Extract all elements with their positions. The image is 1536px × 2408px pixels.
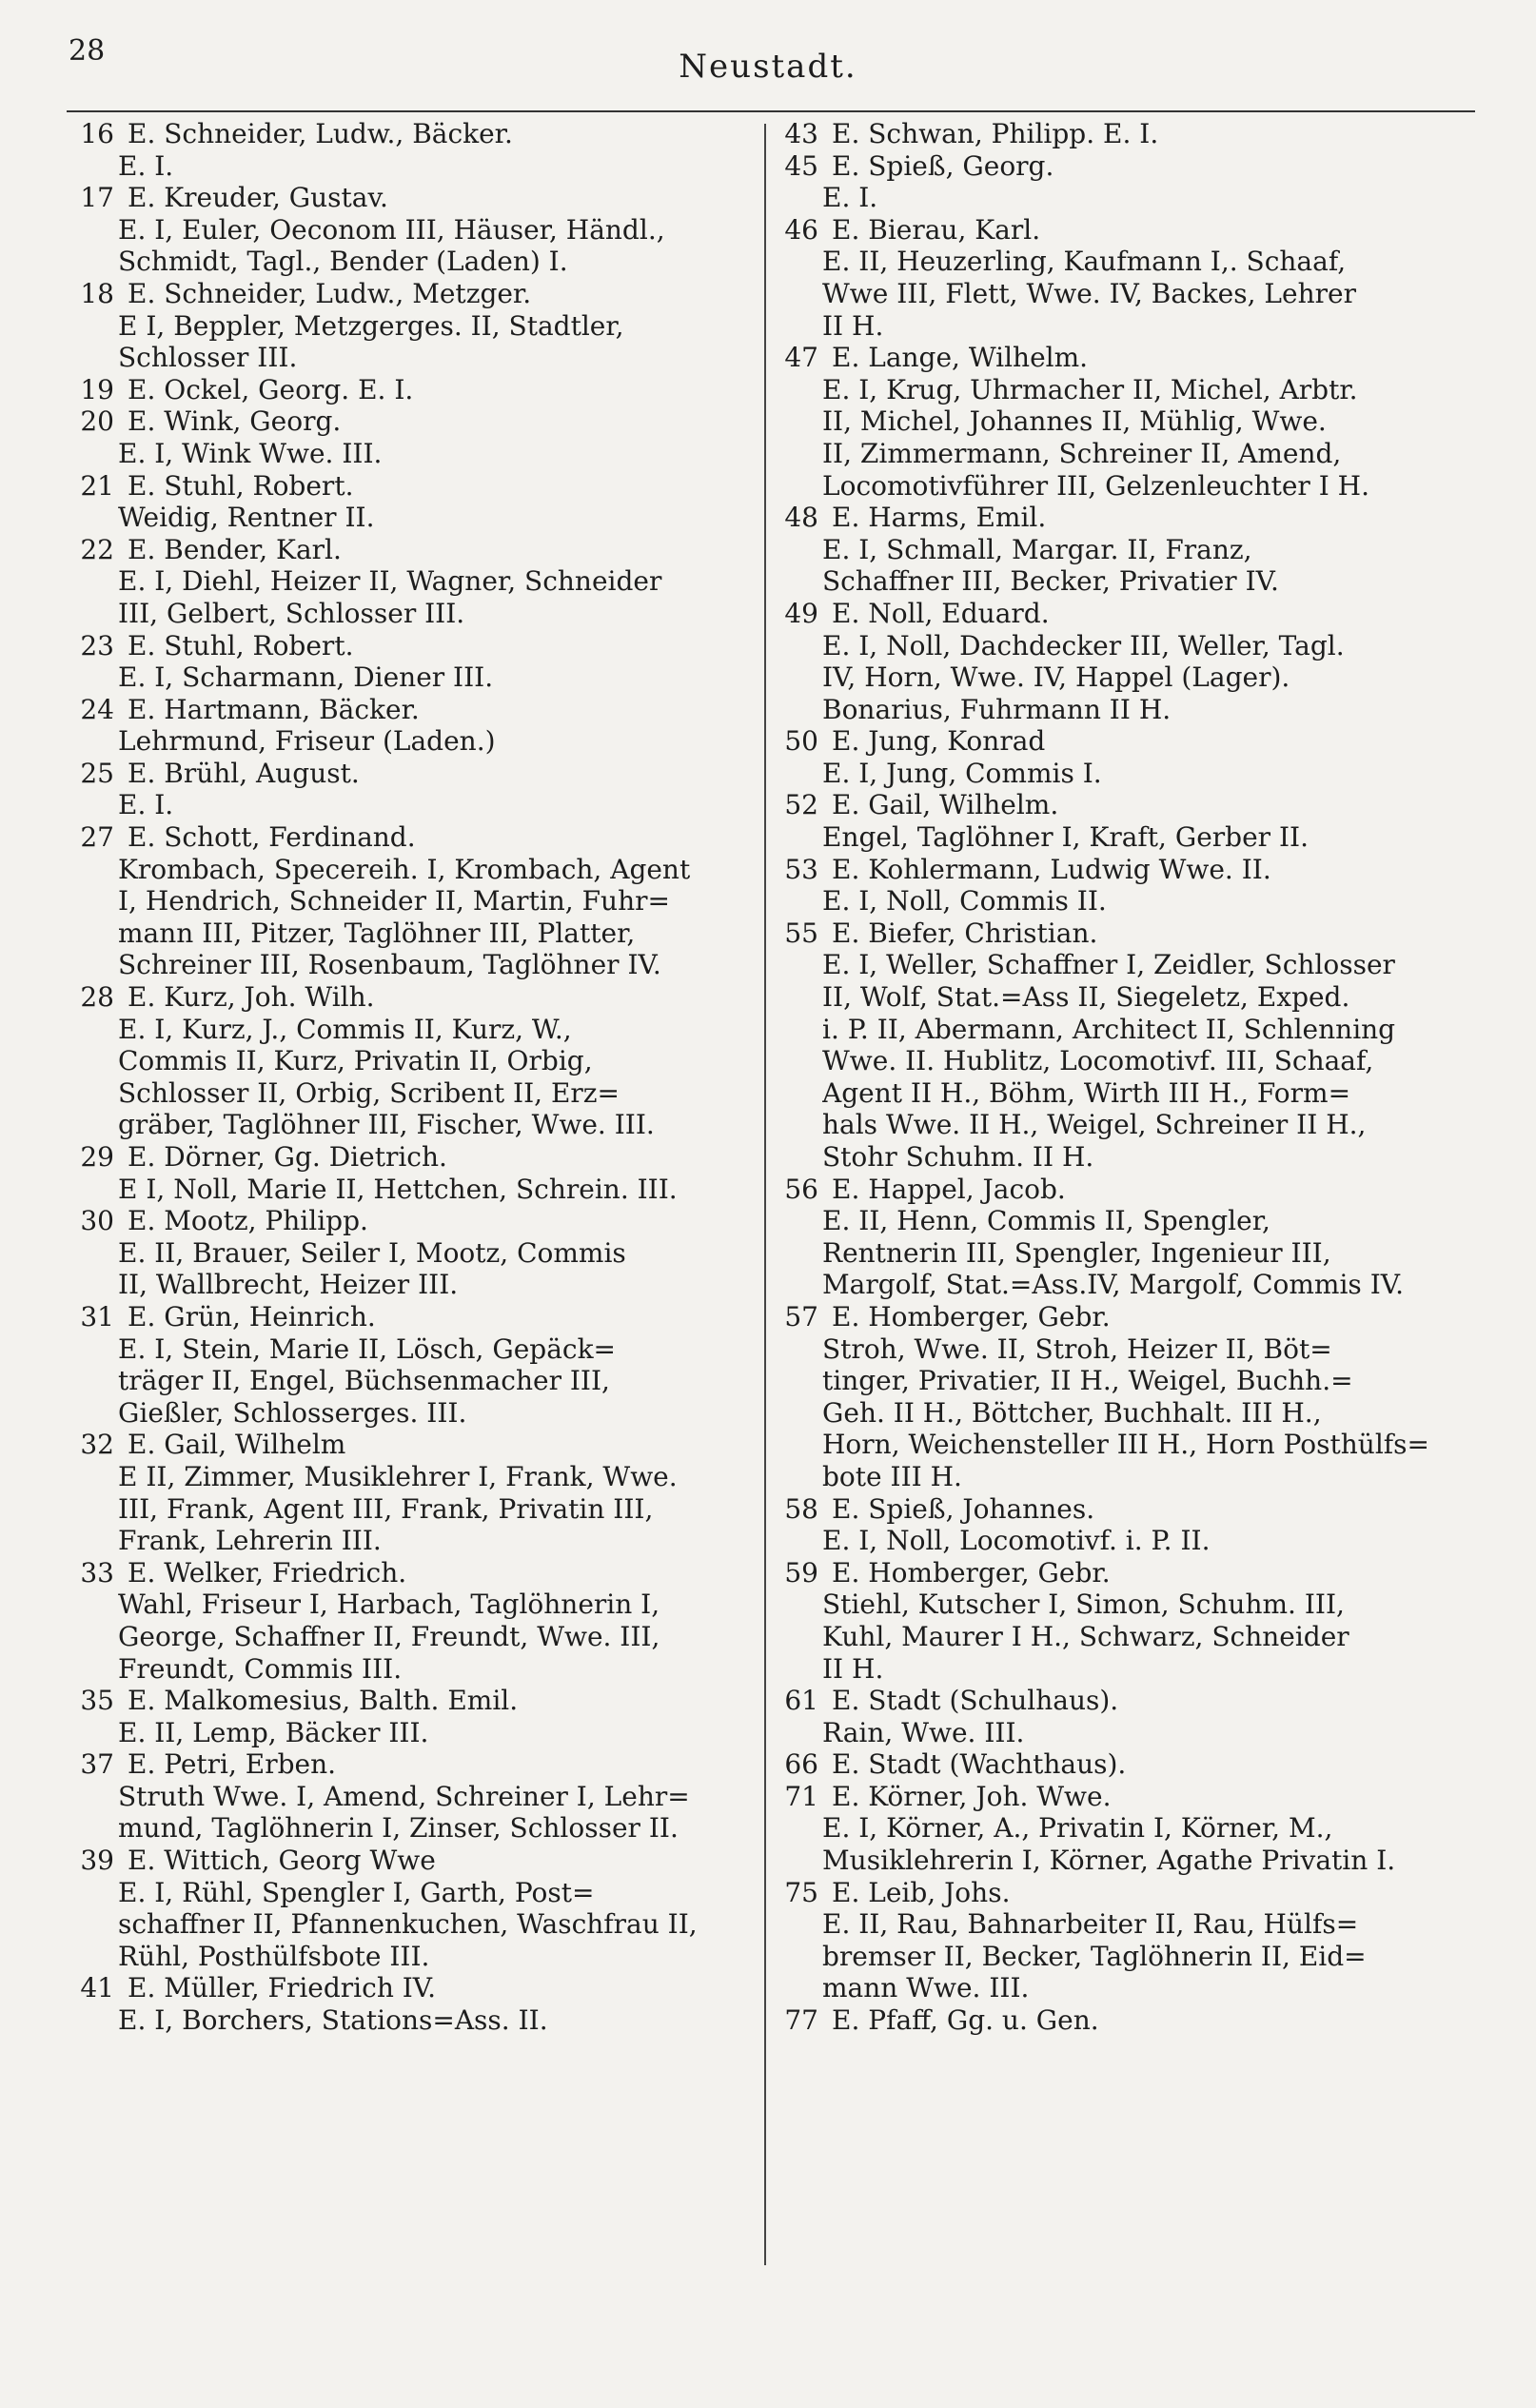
resident-line: E. II, Henn, Commis II, Spengler, <box>822 1205 1270 1237</box>
header-rule <box>67 110 1475 112</box>
resident-line: mann Wwe. III. <box>822 1972 1030 2004</box>
resident-line: Locomotivführer III, Gelzenleuchter I H. <box>822 469 1369 502</box>
house-owner: E. Müller, Friedrich IV. <box>128 1972 437 2004</box>
house-entry <box>761 502 1485 598</box>
house-entry <box>57 1141 744 1205</box>
entry-head <box>57 1141 744 1174</box>
resident-line: Stiehl, Kutscher I, Simon, Schuhm. III, <box>822 1589 1345 1621</box>
house-entry <box>57 821 744 981</box>
house-entry <box>57 1429 744 1556</box>
resident-line: mund, Taglöhnerin I, Zinser, Schlosser II. <box>118 1812 679 1845</box>
resident-line: II, Wallbrecht, Heizer III. <box>118 1269 459 1301</box>
resident-line: II H. <box>822 309 884 342</box>
left-column <box>57 118 744 2037</box>
resident-line: E. I, Körner, A., Privatin I, Körner, M., <box>822 1812 1333 1845</box>
entry-head <box>57 1748 744 1781</box>
resident-line: II H. <box>822 1652 884 1685</box>
resident-line: Rain, Wwe. III. <box>822 1716 1025 1748</box>
house-owner: E. Happel, Jacob. <box>832 1173 1066 1205</box>
resident-line: E. I, Noll, Locomotivf. i. P. II. <box>822 1525 1211 1557</box>
entry-head <box>57 1429 744 1461</box>
house-number: 57 <box>784 1300 818 1332</box>
house-entry <box>57 981 744 1141</box>
house-number: 35 <box>80 1685 114 1717</box>
house-owner: E. Noll, Eduard. <box>832 597 1050 629</box>
resident-line: E. I, Borchers, Stations=Ass. II. <box>118 2004 548 2037</box>
house-entry <box>761 1174 1485 1301</box>
house-entry <box>57 278 744 374</box>
house-entry <box>57 758 744 821</box>
house-owner: E. Stuhl, Robert. <box>128 469 354 502</box>
house-number: 52 <box>784 789 818 821</box>
house-entry <box>57 1301 744 1429</box>
house-owner: E. Welker, Friedrich. <box>128 1556 407 1589</box>
house-number: 41 <box>80 1972 114 2004</box>
house-owner: E. Schneider, Ludw., Metzger. <box>128 277 532 309</box>
entry-head <box>761 1493 1485 1526</box>
entry-head <box>57 694 744 726</box>
entry-head <box>761 1685 1485 1717</box>
resident-line: Wahl, Friseur I, Harbach, Taglöhnerin I, <box>118 1589 660 1621</box>
house-entry <box>57 182 744 278</box>
resident-line: Geh. II H., Böttcher, Buchhalt. III H., <box>822 1396 1322 1429</box>
entry-head <box>57 1685 744 1717</box>
entry-head <box>761 1557 1485 1589</box>
resident-line: E I, Noll, Marie II, Hettchen, Schrein. III. <box>118 1173 678 1205</box>
house-number: 28 <box>80 981 114 1014</box>
house-entry <box>57 405 744 469</box>
resident-line: Engel, Taglöhner I, Kraft, Gerber II. <box>822 821 1309 854</box>
entry-head <box>57 1972 744 2004</box>
resident-line: E. II, Brauer, Seiler I, Mootz, Commis <box>118 1236 626 1269</box>
house-entry <box>761 918 1485 1174</box>
house-number: 77 <box>784 2004 818 2037</box>
resident-line: Schlosser III. <box>118 342 298 374</box>
entry-head <box>57 981 744 1014</box>
entry-head <box>761 502 1485 534</box>
house-number: 18 <box>80 277 114 309</box>
house-owner: E. Petri, Erben. <box>128 1748 337 1781</box>
resident-line: Gießler, Schlosserges. III. <box>118 1396 467 1429</box>
resident-line: E. I, Weller, Schaffner I, Zeidler, Schlosser <box>822 949 1395 981</box>
house-number: 25 <box>80 757 114 789</box>
house-number: 75 <box>784 1876 818 1908</box>
resident-line: E. I. <box>118 149 174 182</box>
house-entry <box>57 374 744 406</box>
house-number: 61 <box>784 1685 818 1717</box>
house-number: 47 <box>784 342 818 374</box>
resident-line: Bonarius, Fuhrmann II H. <box>822 693 1172 725</box>
house-number: 23 <box>80 629 114 661</box>
house-owner: E. Dörner, Gg. Dietrich. <box>128 1141 447 1173</box>
resident-line: Freundt, Commis III. <box>118 1652 403 1685</box>
house-entry <box>761 789 1485 853</box>
house-entry <box>57 1205 744 1301</box>
house-entry <box>761 1301 1485 1493</box>
resident-line: E. I, Euler, Oeconom III, Häuser, Händl., <box>118 213 665 246</box>
resident-line: Agent II H., Böhm, Wirth III H., Form= <box>822 1076 1351 1109</box>
page-number: 28 <box>69 34 106 68</box>
house-owner: E. Gail, Wilhelm. <box>832 789 1059 821</box>
entry-head <box>761 2004 1485 2037</box>
resident-line: E II, Zimmer, Musiklehrer I, Frank, Wwe. <box>118 1460 678 1492</box>
entry-head <box>761 342 1485 374</box>
house-owner: E. Kohlermann, Ludwig Wwe. II. <box>832 853 1271 885</box>
house-entry <box>761 598 1485 725</box>
entry-head <box>761 598 1485 630</box>
resident-line: Musiklehrerin I, Körner, Agathe Privatin I. <box>822 1845 1396 1877</box>
house-entry <box>761 2004 1485 2037</box>
house-number: 32 <box>80 1429 114 1461</box>
house-number: 58 <box>784 1492 818 1525</box>
house-owner: E. Spieß, Georg. <box>832 149 1054 182</box>
house-number: 27 <box>80 821 114 854</box>
house-entry <box>57 1845 744 1972</box>
house-owner: E. Pfaff, Gg. u. Gen. <box>832 2004 1099 2037</box>
resident-line: Schreiner III, Rosenbaum, Taglöhner IV. <box>118 949 661 981</box>
house-entry <box>761 1685 1485 1748</box>
resident-line: II, Michel, Johannes II, Mühlig, Wwe. <box>822 405 1327 438</box>
resident-line: bremser II, Becker, Taglöhnerin II, Eid= <box>822 1940 1367 1972</box>
entry-head <box>57 1205 744 1237</box>
house-owner: E. Grün, Heinrich. <box>128 1300 376 1332</box>
resident-line: Rentnerin III, Spengler, Ingenieur III, <box>822 1236 1331 1269</box>
house-number: 30 <box>80 1205 114 1237</box>
entry-head <box>761 118 1485 150</box>
resident-line: E. II, Rau, Bahnarbeiter II, Rau, Hülfs= <box>822 1908 1359 1941</box>
house-entry <box>761 1557 1485 1685</box>
house-owner: E. Hartmann, Bäcker. <box>128 693 420 725</box>
house-entry <box>761 1748 1485 1781</box>
entry-head <box>761 918 1485 950</box>
house-owner: E. Körner, Joh. Wwe. <box>832 1780 1112 1812</box>
house-number: 50 <box>784 725 818 758</box>
house-owner: E. Ockel, Georg. E. I. <box>128 373 414 405</box>
entry-head <box>761 854 1485 886</box>
house-entry <box>761 854 1485 918</box>
house-number: 17 <box>80 182 114 214</box>
entry-head <box>57 278 744 310</box>
house-number: 59 <box>784 1556 818 1589</box>
house-entry <box>761 1493 1485 1557</box>
entry-head <box>761 214 1485 247</box>
resident-line: tinger, Privatier, II H., Weigel, Buchh.= <box>822 1365 1353 1397</box>
resident-line: mann III, Pitzer, Taglöhner III, Platter, <box>118 917 636 949</box>
resident-line: i. P. II, Abermann, Architect II, Schlenning <box>822 1013 1396 1045</box>
house-owner: E. Stuhl, Robert. <box>128 629 354 661</box>
house-number: 16 <box>80 118 114 149</box>
entry-head <box>57 630 744 662</box>
resident-line: Schmidt, Tagl., Bender (Laden) I. <box>118 246 568 278</box>
house-number: 55 <box>784 917 818 949</box>
resident-line: III, Frank, Agent III, Frank, Privatin III, <box>118 1492 654 1525</box>
resident-line: E. I, Rühl, Spengler I, Garth, Post= <box>118 1876 595 1908</box>
resident-line: E. II, Heuzerling, Kaufmann I,. Schaaf, <box>822 246 1347 278</box>
house-entry <box>57 1685 744 1748</box>
resident-line: hals Wwe. II H., Weigel, Schreiner II H., <box>822 1109 1367 1141</box>
resident-line: Horn, Weichensteller III H., Horn Posthülfs= <box>822 1429 1429 1461</box>
resident-line: Rühl, Posthülfsbote III. <box>118 1940 430 1972</box>
house-entry <box>57 1972 744 2036</box>
resident-line: E. I, Scharmann, Diener III. <box>118 661 494 694</box>
resident-line: George, Schaffner II, Freundt, Wwe. III, <box>118 1620 660 1652</box>
resident-line: Margolf, Stat.=Ass.IV, Margolf, Commis IV. <box>822 1269 1404 1301</box>
entry-head <box>57 182 744 214</box>
resident-line: Commis II, Kurz, Privatin II, Orbig, <box>118 1045 593 1077</box>
resident-line: E I, Beppler, Metzgerges. II, Stadtler, <box>118 309 624 342</box>
resident-line: IV, Horn, Wwe. IV, Happel (Lager). <box>822 661 1290 694</box>
house-entry <box>761 1781 1485 1877</box>
house-number: 31 <box>80 1300 114 1332</box>
entry-head <box>761 725 1485 758</box>
resident-line: gräber, Taglöhner III, Fischer, Wwe. III. <box>118 1109 655 1141</box>
resident-line: E. I, Schmall, Margar. II, Franz, <box>822 533 1252 565</box>
resident-line: Struth Wwe. I, Amend, Schreiner I, Lehr= <box>118 1780 690 1812</box>
house-number: 43 <box>784 118 818 149</box>
house-owner: E. Lange, Wilhelm. <box>832 342 1089 374</box>
house-owner: E. Homberger, Gebr. <box>832 1556 1111 1589</box>
resident-line: E. I, Krug, Uhrmacher II, Michel, Arbtr. <box>822 373 1358 405</box>
house-entry <box>761 342 1485 502</box>
entry-head <box>57 758 744 790</box>
resident-line: E. I, Wink Wwe. III. <box>118 437 383 469</box>
entry-head <box>57 534 744 566</box>
resident-line: Kuhl, Maurer I H., Schwarz, Schneider <box>822 1620 1349 1652</box>
house-number: 53 <box>784 853 818 885</box>
entry-head <box>761 150 1485 183</box>
resident-line: E. I, Kurz, J., Commis II, Kurz, W., <box>118 1013 572 1045</box>
house-owner: E. Biefer, Christian. <box>832 917 1098 949</box>
house-entry <box>57 534 744 630</box>
house-number: 29 <box>80 1141 114 1173</box>
entry-head <box>57 1845 744 1877</box>
house-entry <box>57 630 744 694</box>
resident-line: schaffner II, Pfannenkuchen, Waschfrau II, <box>118 1908 698 1941</box>
house-owner: E. Bierau, Karl. <box>832 213 1041 246</box>
house-owner: E. Wittich, Georg Wwe <box>128 1845 436 1877</box>
resident-line: Wwe III, Flett, Wwe. IV, Backes, Lehrer <box>822 277 1356 309</box>
house-entry <box>761 725 1485 789</box>
house-owner: E. Schott, Ferdinand. <box>128 821 416 854</box>
house-entry <box>57 694 744 758</box>
house-owner: E. Mootz, Philipp. <box>128 1205 368 1237</box>
house-number: 45 <box>784 149 818 182</box>
resident-line: Schaffner III, Becker, Privatier IV. <box>822 565 1279 598</box>
resident-line: Schlosser II, Orbig, Scribent II, Erz= <box>118 1076 620 1109</box>
house-owner: E. Spieß, Johannes. <box>832 1492 1095 1525</box>
resident-line: II, Wolf, Stat.=Ass II, Siegeletz, Exped. <box>822 981 1350 1014</box>
entry-head <box>57 1557 744 1589</box>
house-entry <box>57 1748 744 1845</box>
resident-line: II, Zimmermann, Schreiner II, Amend, <box>822 437 1342 469</box>
house-number: 20 <box>80 405 114 438</box>
resident-line: I, Hendrich, Schneider II, Martin, Fuhr= <box>118 885 670 918</box>
house-owner: E. Bender, Karl. <box>128 533 342 565</box>
entry-head <box>761 1174 1485 1206</box>
house-owner: E. Homberger, Gebr. <box>832 1300 1111 1332</box>
house-number: 49 <box>784 597 818 629</box>
resident-line: E. I, Jung, Commis I. <box>822 757 1102 789</box>
entry-head <box>57 374 744 406</box>
resident-line: E. I, Stein, Marie II, Lösch, Gepäck= <box>118 1332 616 1365</box>
house-number: 19 <box>80 373 114 405</box>
house-number: 39 <box>80 1845 114 1877</box>
house-owner: E. Kurz, Joh. Wilh. <box>128 981 375 1014</box>
entry-head <box>761 1877 1485 1909</box>
resident-line: E. I. <box>118 789 174 821</box>
resident-line: Wwe. II. Hublitz, Locomotivf. III, Schaaf, <box>822 1045 1374 1077</box>
resident-line: E. I, Noll, Dachdecker III, Weller, Tagl. <box>822 629 1345 661</box>
entry-head <box>761 789 1485 821</box>
house-owner: E. Wink, Georg. <box>128 405 342 438</box>
house-owner: E. Brühl, August. <box>128 757 360 789</box>
house-owner: E. Leib, Johs. <box>832 1876 1011 1908</box>
page-title: Neustadt. <box>679 48 857 86</box>
resident-line: Stroh, Wwe. II, Stroh, Heizer II, Böt= <box>822 1332 1332 1365</box>
entry-head <box>57 821 744 854</box>
house-entry <box>57 470 744 534</box>
house-owner: E. Jung, Konrad <box>832 725 1046 758</box>
house-number: 56 <box>784 1173 818 1205</box>
house-owner: E. Gail, Wilhelm <box>128 1429 346 1461</box>
house-owner: E. Harms, Emil. <box>832 502 1047 534</box>
entry-head <box>57 118 744 150</box>
house-entry <box>761 1877 1485 2004</box>
entry-head <box>761 1301 1485 1333</box>
house-number: 21 <box>80 469 114 502</box>
right-column <box>761 118 1485 2037</box>
house-number: 71 <box>784 1780 818 1812</box>
resident-line: Weidig, Rentner II. <box>118 502 375 534</box>
entry-head <box>57 470 744 503</box>
resident-line: träger II, Engel, Büchsenmacher III, <box>118 1365 610 1397</box>
resident-line: Stohr Schuhm. II H. <box>822 1141 1094 1173</box>
house-number: 48 <box>784 502 818 534</box>
house-owner: E. Malkomesius, Balth. Emil. <box>128 1685 519 1717</box>
house-entry <box>57 1557 744 1685</box>
entry-head <box>761 1748 1485 1781</box>
house-number: 37 <box>80 1748 114 1781</box>
house-entry <box>761 214 1485 342</box>
house-owner: E. Schneider, Ludw., Bäcker. <box>128 118 513 149</box>
house-number: 33 <box>80 1556 114 1589</box>
house-entry <box>761 118 1485 150</box>
house-number: 66 <box>784 1748 818 1781</box>
resident-line: bote III H. <box>822 1460 962 1492</box>
house-entry <box>57 118 744 182</box>
resident-line: E. I, Noll, Commis II. <box>822 885 1107 918</box>
entry-head <box>57 1301 744 1333</box>
resident-line: Lehrmund, Friseur (Laden.) <box>118 725 496 758</box>
house-number: 22 <box>80 533 114 565</box>
house-owner: E. Kreuder, Gustav. <box>128 182 388 214</box>
house-owner: E. Stadt (Schulhaus). <box>832 1685 1119 1717</box>
house-number: 24 <box>80 693 114 725</box>
entry-head <box>761 1781 1485 1813</box>
resident-line: E. II, Lemp, Bäcker III. <box>118 1716 429 1748</box>
house-number: 46 <box>784 213 818 246</box>
house-entry <box>761 150 1485 214</box>
resident-line: Krombach, Specereih. I, Krombach, Agent <box>118 853 691 885</box>
house-owner: E. Stadt (Wachthaus). <box>832 1748 1127 1781</box>
resident-line: E. I, Diehl, Heizer II, Wagner, Schneider <box>118 565 662 598</box>
house-owner: E. Schwan, Philipp. E. I. <box>832 118 1159 149</box>
resident-line: III, Gelbert, Schlosser III. <box>118 597 465 629</box>
resident-line: E. I. <box>822 182 878 214</box>
entry-head <box>57 405 744 438</box>
resident-line: Frank, Lehrerin III. <box>118 1525 382 1557</box>
